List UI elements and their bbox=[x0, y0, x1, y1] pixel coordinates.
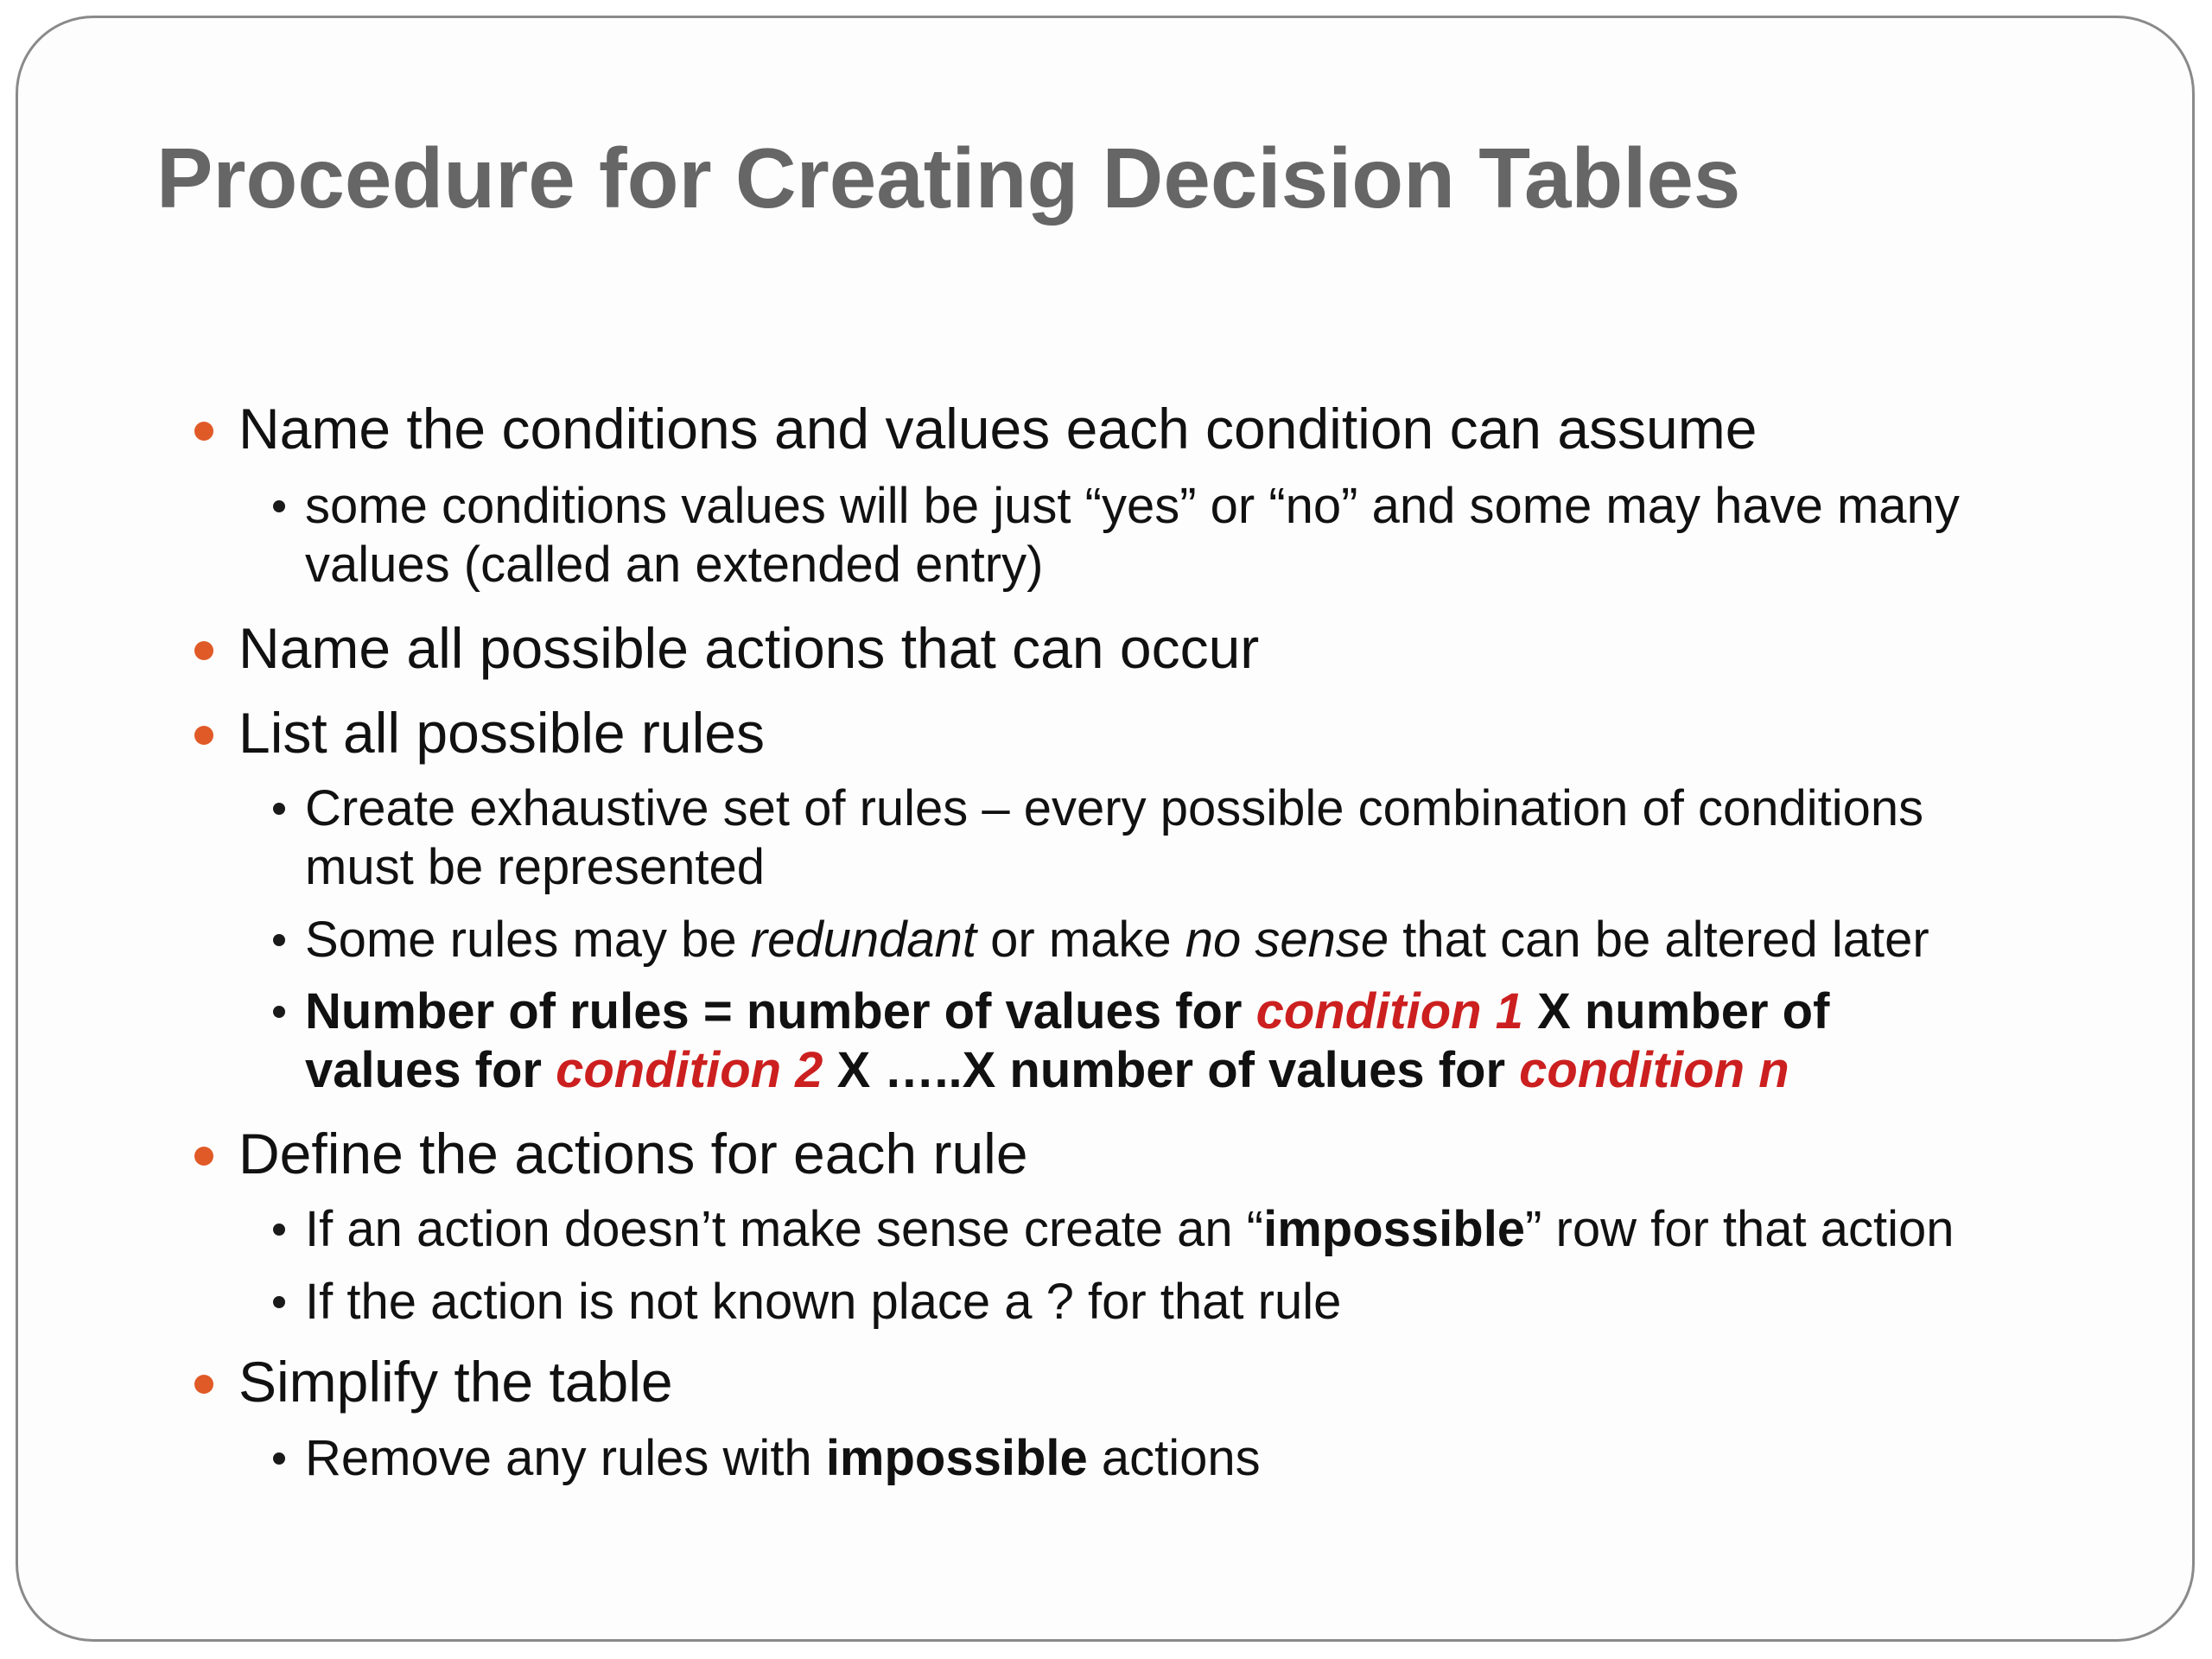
bullet-name-actions: Name all possible actions that can occur bbox=[238, 616, 1260, 680]
highlight-condition-n: condition n bbox=[1519, 1042, 1789, 1098]
sub-bullet-dot-icon bbox=[273, 1296, 285, 1308]
sub-bullet-dot-icon bbox=[273, 1006, 285, 1018]
sub-bullet-dot-icon bbox=[273, 934, 285, 946]
text-run: X …..X number of values for bbox=[823, 1042, 1520, 1098]
sub-bullet-yes-no-line1: some conditions values will be just “yes” or “no” and some may have many bbox=[305, 478, 1960, 534]
bullet-name-conditions: Name the conditions and values each condition can assume bbox=[238, 397, 1758, 461]
italic-redundant: redundant bbox=[750, 912, 977, 968]
bullet-list-rules: List all possible rules bbox=[238, 701, 765, 765]
bullet-dot-icon bbox=[194, 422, 213, 441]
sub-bullet-remove-rules bbox=[305, 1429, 1261, 1488]
highlight-condition-1: condition 1 bbox=[1255, 983, 1523, 1039]
text-run: If an action doesn’t make sense create an “ bbox=[305, 1201, 1264, 1257]
sub-bullet-dot-icon bbox=[273, 1224, 285, 1236]
sub-bullet-number-of-rules-line1 bbox=[305, 982, 1829, 1041]
bullet-simplify-table: Simplify the table bbox=[238, 1350, 673, 1414]
text-run: that can be altered later bbox=[1389, 912, 1929, 968]
sub-bullet-dot-icon bbox=[273, 1452, 285, 1465]
bold-impossible: impossible bbox=[1263, 1201, 1526, 1257]
text-run: actions bbox=[1087, 1430, 1261, 1486]
bold-impossible: impossible bbox=[825, 1430, 1088, 1486]
bullet-define-actions: Define the actions for each rule bbox=[238, 1122, 1028, 1185]
bullet-dot-icon bbox=[194, 641, 213, 660]
sub-bullet-dot-icon bbox=[273, 500, 285, 512]
text-run: or make bbox=[976, 912, 1185, 968]
sub-bullet-dot-icon bbox=[273, 803, 285, 815]
sub-bullet-impossible-row bbox=[305, 1200, 1955, 1259]
bullet-dot-icon bbox=[194, 726, 213, 745]
sub-bullet-exhaustive-line2: must be represented bbox=[305, 839, 765, 895]
bullet-dot-icon bbox=[194, 1147, 213, 1166]
sub-bullet-exhaustive-line1: Create exhaustive set of rules – every possible combination of conditions bbox=[305, 780, 1924, 836]
text-run: values for bbox=[305, 1042, 556, 1098]
bullet-dot-icon bbox=[194, 1375, 213, 1394]
highlight-condition-2: condition 2 bbox=[556, 1042, 823, 1098]
sub-bullet-yes-no-line2: values (called an extended entry) bbox=[305, 537, 1044, 593]
italic-no-sense: no sense bbox=[1185, 912, 1389, 968]
sub-bullet-unknown-action: If the action is not known place a ? for that rule bbox=[305, 1274, 1342, 1330]
text-run: ” row for that action bbox=[1525, 1201, 1955, 1257]
text-run: X number of bbox=[1522, 983, 1830, 1039]
text-run: Number of rules = number of values for bbox=[305, 983, 1256, 1039]
slide-title: Procedure for Creating Decision Tables bbox=[156, 130, 1741, 226]
sub-bullet-redundant bbox=[305, 911, 1929, 969]
sub-bullet-number-of-rules-line2 bbox=[305, 1041, 1789, 1100]
text-run: Remove any rules with bbox=[305, 1430, 826, 1486]
text-run: Some rules may be bbox=[305, 912, 751, 968]
